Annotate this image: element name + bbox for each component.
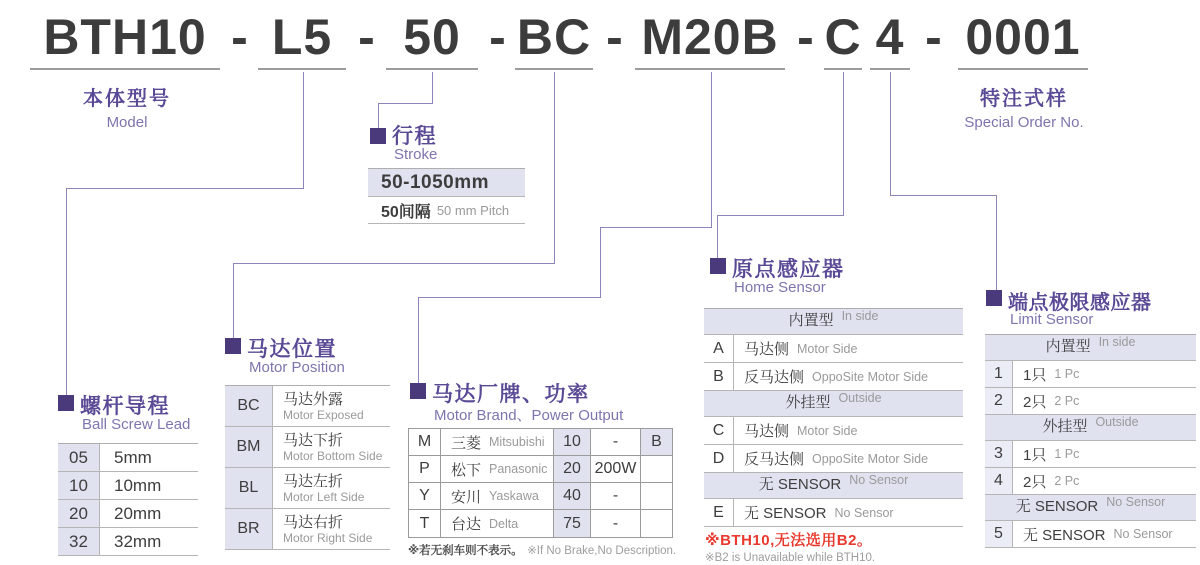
group-zh: 无 SENSOR [1015, 498, 1099, 515]
brand-zh: 安川 [451, 488, 482, 506]
brand-en: Delta [489, 516, 519, 531]
group-zh: 外挂型 [1042, 418, 1088, 435]
code-cell: 5 [985, 521, 1013, 547]
value-cell [1013, 361, 1196, 387]
home-sensor-title-en: Home Sensor [734, 279, 826, 296]
bullet-square-icon [58, 395, 74, 411]
code-cell: BL [225, 468, 273, 508]
group-en: In side [1098, 335, 1136, 349]
brand-cell [441, 429, 554, 455]
value-zh: 无 SENSOR [744, 505, 827, 522]
code-cell: Y [409, 483, 441, 509]
ball-screw-title-zh: 螺杆导程 [80, 395, 170, 418]
value-en: Motor Bottom Side [283, 448, 383, 463]
limit-sensor-title-en: Limit Sensor [1010, 311, 1094, 328]
special-order-label-zh: 特注式样 [980, 88, 1068, 110]
brand-zh: 台达 [451, 516, 482, 533]
value-cell [734, 445, 963, 472]
group-header-row [704, 391, 963, 417]
value-en: OppoSite Motor Side [812, 369, 929, 384]
value-zh: 1只 [1023, 366, 1047, 384]
value-en: No Sensor [1113, 527, 1173, 541]
connector-line [890, 195, 997, 196]
value-cell [1013, 388, 1196, 414]
value-zh: 2只 [1023, 473, 1047, 491]
table-row [368, 169, 525, 197]
group-en: No Sensor [1106, 495, 1166, 509]
code-cell: E [704, 499, 734, 526]
table-row [704, 363, 963, 391]
table-row [409, 483, 672, 510]
value-cell [1013, 468, 1196, 494]
value-zh: 马达侧 [744, 423, 790, 440]
group-en: No Sensor [849, 473, 909, 487]
special-order-label-en: Special Order No. [964, 114, 1084, 131]
value-cell [734, 499, 963, 526]
motor-position-title-en: Motor Position [249, 359, 345, 376]
connector-line [717, 215, 844, 216]
motor-brand-title-en: Motor Brand、Power Output [434, 407, 624, 424]
value-zh: 无 SENSOR [1023, 526, 1106, 544]
group-header-row [704, 309, 963, 335]
table-row [409, 510, 672, 537]
value-en: Motor Side [797, 423, 858, 438]
power-value-cell: - [591, 483, 641, 509]
model-label-en: Model [106, 114, 148, 131]
table-row [985, 361, 1196, 388]
code-segment-stroke: 50 [386, 8, 478, 70]
brand-cell [441, 510, 554, 537]
table-row [368, 197, 525, 224]
brand-en: Mitsubishi [489, 435, 545, 449]
value-en: Motor Side [797, 341, 858, 356]
ball-screw-title-en: Ball Screw Lead [82, 416, 191, 433]
connector-line [843, 72, 844, 215]
code-cell: 10 [58, 472, 100, 499]
limit-sensor-title-zh: 端点极限感应器 [1008, 292, 1152, 314]
motor-brand-note [408, 541, 676, 559]
connector-line [66, 188, 67, 395]
stroke-table [368, 168, 525, 224]
code-cell: B [704, 363, 734, 390]
value-en: No Sensor [834, 505, 894, 520]
table-row [985, 468, 1196, 495]
group-header-row [704, 473, 963, 499]
group-header-row [985, 335, 1196, 361]
table-row [985, 441, 1196, 468]
value-cell [273, 468, 390, 508]
brake-cell: B [641, 429, 672, 455]
table-row [58, 444, 198, 472]
brand-en: Yaskawa [489, 489, 539, 503]
group-en: Outside [1095, 415, 1139, 429]
brand-cell [441, 456, 554, 482]
connector-line [711, 72, 712, 227]
brake-cell [641, 510, 672, 537]
group-en: Outside [838, 391, 882, 405]
home-sensor-note-red: ※BTH10,无法选用B2。 [705, 532, 873, 549]
code-separator: - [358, 9, 376, 65]
connector-line [418, 297, 601, 298]
home-sensor-title-zh: 原点感应器 [732, 258, 845, 281]
code-cell: BC [225, 386, 273, 426]
home-sensor-table [704, 308, 963, 527]
value-cell [734, 335, 963, 362]
value-cell [273, 386, 390, 426]
power-value-cell: 200W [591, 456, 641, 482]
brand-zh: 松下 [451, 461, 482, 479]
value-en: Motor Right Side [283, 530, 373, 545]
code-segment-limit-sensor: 4 [870, 8, 910, 70]
motor-position-title-zh: 马达位置 [247, 338, 337, 361]
group-header-row [985, 495, 1196, 521]
ball-screw-lead-table [58, 443, 198, 556]
group-zh: 无 SENSOR [758, 476, 842, 493]
value-zh: 马达外露 [283, 390, 344, 408]
note-en: ※If No Brake,No Description. [527, 545, 677, 557]
table-row [58, 472, 198, 500]
model-label-zh: 本体型号 [83, 88, 171, 110]
code-cell: BR [225, 509, 273, 549]
value-cell [734, 417, 963, 444]
value-cell [1013, 441, 1196, 467]
table-row [58, 500, 198, 528]
connector-line [378, 103, 379, 128]
value-en: Motor Exposed [283, 407, 364, 422]
code-separator: - [489, 9, 507, 65]
power-code-cell: 75 [554, 510, 591, 537]
brand-en: Panasonic [489, 462, 548, 476]
table-row [58, 528, 198, 556]
code-cell: C [704, 417, 734, 444]
code-cell: 05 [58, 444, 100, 471]
table-row [985, 388, 1196, 415]
code-segment-lead: L5 [258, 8, 346, 70]
connector-line [600, 227, 712, 228]
stroke-pitch-en: 50 mm Pitch [436, 202, 510, 218]
value-en: 1 Pc [1054, 447, 1080, 461]
value-zh: 反马达侧 [744, 369, 805, 386]
table-row [985, 521, 1196, 548]
code-separator: - [231, 9, 249, 65]
value-cell: 10mm [114, 475, 162, 495]
stroke-title-en: Stroke [394, 146, 438, 163]
table-row [225, 509, 390, 550]
motor-brand-title-zh: 马达厂牌、功率 [432, 383, 590, 406]
code-segment-motor-position: BC [515, 8, 593, 70]
special-order-label [934, 82, 1114, 131]
value-en: 2 Pc [1054, 474, 1080, 488]
value-cell [734, 363, 963, 390]
value-zh: 马达侧 [744, 341, 790, 358]
table-row [704, 445, 963, 473]
motor-brand-table [408, 428, 673, 538]
code-cell: D [704, 445, 734, 472]
value-zh: 马达下折 [283, 431, 344, 449]
value-cell: 20mm [114, 503, 162, 523]
power-code-cell: 20 [554, 456, 591, 482]
code-segment-model: BTH10 [30, 8, 220, 70]
connector-line [233, 263, 555, 264]
connector-line [432, 72, 433, 103]
brand-zh: 三菱 [451, 434, 482, 452]
connector-line [378, 103, 433, 104]
connector-line [600, 227, 601, 297]
code-cell: A [704, 335, 734, 362]
value-cell [1013, 521, 1196, 547]
bullet-square-icon [710, 258, 726, 274]
table-row [409, 429, 672, 456]
value-zh: 2只 [1023, 393, 1047, 411]
connector-line [66, 188, 304, 189]
stroke-pitch-zh: 50间隔 [381, 203, 431, 221]
connector-line [890, 72, 891, 195]
power-value-cell: - [591, 429, 641, 455]
connector-line [717, 215, 718, 258]
code-cell: 1 [985, 361, 1013, 387]
table-row [704, 417, 963, 445]
group-zh: 内置型 [788, 312, 834, 329]
code-segment-special-order: 0001 [958, 8, 1088, 70]
value-cell [273, 427, 390, 467]
bullet-square-icon [410, 383, 426, 399]
stroke-range-value: 50-1050mm [381, 171, 490, 193]
value-zh: 马达左折 [283, 472, 344, 490]
value-zh: 1只 [1023, 446, 1047, 464]
value-cell: 5mm [114, 447, 152, 467]
motor-position-table [225, 385, 390, 550]
code-cell: BM [225, 427, 273, 467]
group-zh: 外挂型 [785, 394, 831, 411]
limit-sensor-table [985, 334, 1196, 548]
table-row [704, 335, 963, 363]
power-code-cell: 10 [554, 429, 591, 455]
connector-line [418, 297, 419, 383]
power-value-cell: - [591, 510, 641, 537]
bullet-square-icon [370, 128, 386, 144]
code-cell: 4 [985, 468, 1013, 494]
code-cell: P [409, 456, 441, 482]
code-cell: 2 [985, 388, 1013, 414]
code-cell: T [409, 510, 441, 537]
power-code-cell: 40 [554, 483, 591, 509]
bullet-square-icon [225, 338, 241, 354]
code-cell: 20 [58, 500, 100, 527]
model-label [37, 82, 217, 131]
bullet-square-icon [986, 290, 1002, 306]
table-row [225, 468, 390, 509]
code-cell: 3 [985, 441, 1013, 467]
table-row [225, 386, 390, 427]
brake-cell [641, 456, 672, 482]
brand-cell [441, 483, 554, 509]
table-row [409, 456, 672, 483]
value-cell: 32mm [114, 531, 162, 551]
value-zh: 马达右折 [283, 513, 344, 531]
code-segment-motor-brand: M20B [635, 8, 785, 70]
connector-line [996, 195, 997, 291]
table-row [225, 427, 390, 468]
code-separator: - [606, 9, 624, 65]
code-segment-home-sensor: C [824, 8, 862, 70]
value-en: 1 Pc [1054, 367, 1080, 381]
value-en: Motor Left Side [283, 489, 365, 504]
group-en: In side [841, 309, 879, 323]
value-en: OppoSite Motor Side [812, 451, 929, 466]
value-zh: 反马达侧 [744, 451, 805, 468]
code-cell: 32 [58, 528, 100, 555]
code-separator: - [925, 9, 943, 65]
home-sensor-note-gray: ※B2 is Unavailable while BTH10. [705, 552, 876, 564]
connector-line [233, 263, 234, 338]
code-cell: M [409, 429, 441, 455]
group-header-row [985, 415, 1196, 441]
stroke-title-zh: 行程 [392, 125, 437, 148]
group-zh: 内置型 [1045, 338, 1091, 355]
value-en: 2 Pc [1054, 394, 1080, 408]
value-cell [273, 509, 390, 549]
note-zh: ※若无刹车则不表示。 [408, 545, 523, 557]
code-separator: - [797, 9, 815, 65]
brake-cell [641, 483, 672, 509]
table-row [704, 499, 963, 527]
connector-line [303, 72, 304, 188]
connector-line [554, 72, 555, 263]
